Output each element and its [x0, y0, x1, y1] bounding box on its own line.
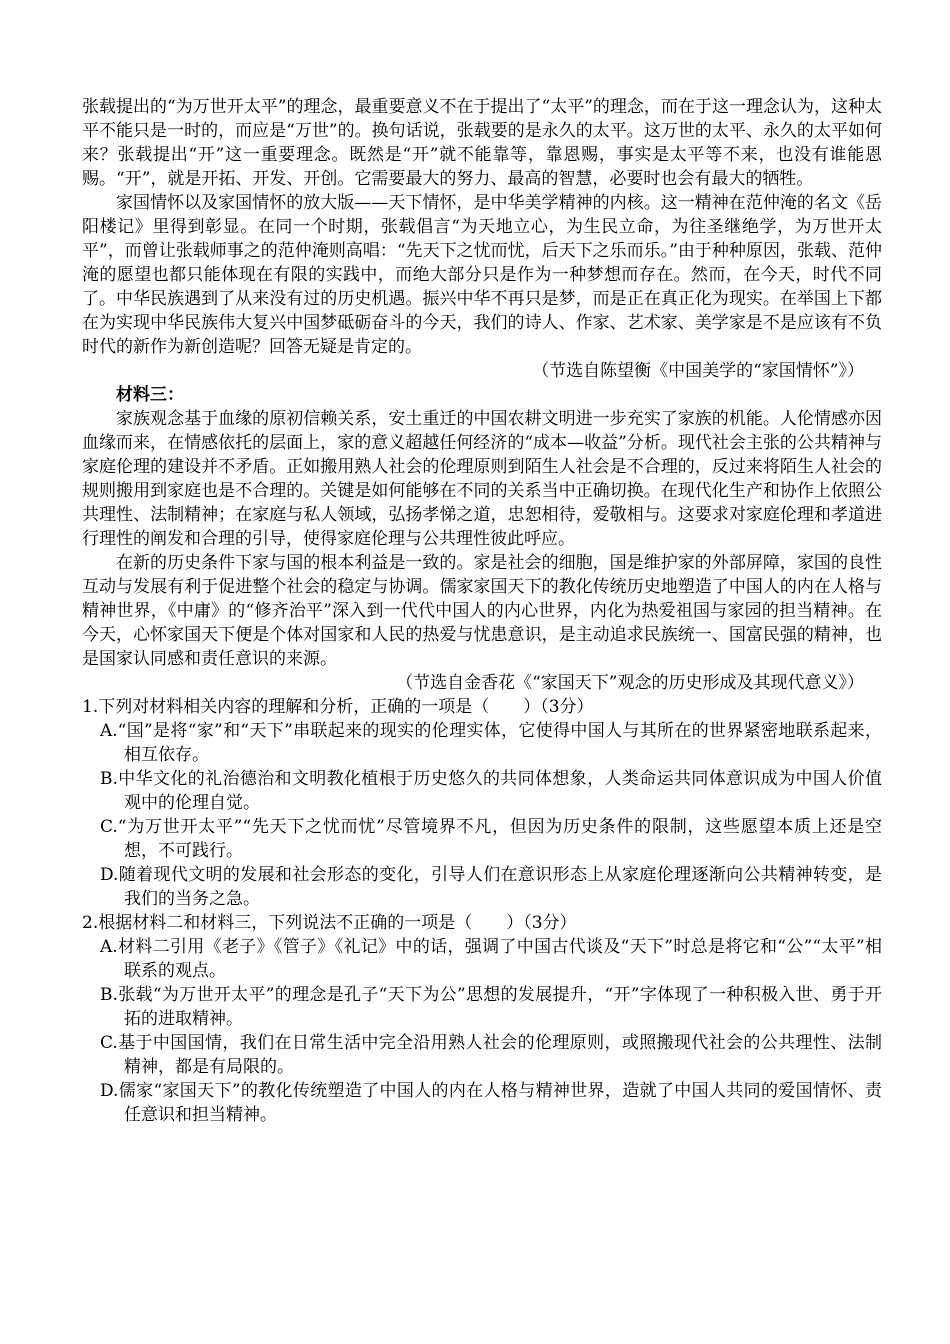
question-1-stem: 1.下列对材料相关内容的理解和分析，正确的一项是（ ）（3分）: [82, 697, 594, 717]
material3-paragraph-2: 在新的历史条件下家与国的根本利益是一致的。家是社会的细胞，国是维护家的外部屏障，家国的良性互动与发展有利于促进整个社会的稳定与协调。儒家家国天下的教化传统历史地塑造了中国人的内在人格与精神世界，《中庸》的“修齐治平”深入到一代代中国人的内心世界，内化为热爱祖国与家园的担当精神。在今天，心怀家国天下便是个体对国家和人民的热爱与忧患意识，是主动追求民族统一、国富民强的精神，也是国家认同感和责任意识的来源。: [82, 553, 882, 669]
question-2-option-d: D.儒家“家国天下”的教化传统塑造了中国人的内在人格与精神世界，造就了中国人共同的爱国情怀、责任意识和担当精神。: [100, 1081, 882, 1125]
question-1-option-a: A.“国”是将“家”和“天下”串联起来的现实的伦理实体，它使得中国人与其所在的世界紧密地联系起来，相互依存。: [100, 721, 882, 765]
material2-source: （节选自陈望衡《中国美学的“家国情怀”》）: [532, 361, 864, 381]
question-1: [82, 695, 882, 911]
exam-page: [82, 95, 882, 1127]
question-2-stem: 2.根据材料二和材料三，下列说法不正确的一项是（ ）（3分）: [82, 913, 577, 933]
question-1-option-d: D.随着现代文明的发展和社会形态的变化，引导人们在意识形态上从家庭伦理逐渐向公共精神转变，是我们的当务之急。: [100, 865, 882, 909]
question-1-option-b: B.中华文化的礼治德治和文明教化植根于历史悠久的共同体想象，人类命运共同体意识成为中国人价值观中的伦理自觉。: [100, 769, 882, 813]
material2-paragraph-1: 张载提出的“为万世开太平”的理念，最重要意义不在于提出了“太平”的理念，而在于这一理念认为，这种太平不能只是一时的，而应是“万世”的。换句话说，张载要的是永久的太平。这万世的太平、永久的太平如何来？张载提出“开”这一重要理念。既然是“开”就不能靠等，靠恩赐，事实是太平等不来，也没有谁能恩赐。“开”，就是开拓、开发、开创。它需要最大的努力、最高的智慧，必要时也会有最大的牺牲。: [82, 97, 882, 189]
question-2-option-b: B.张载“为万世开太平”的理念是孔子“天下为公”思想的发展提升，“开”字体现了一种积极入世、勇于开拓的进取精神。: [100, 985, 882, 1029]
question-1-option-c: C.“为万世开太平”“先天下之忧而忧”尽管境界不凡，但因为历史条件的限制，这些愿望本质上还是空想，不可践行。: [100, 817, 882, 861]
material2-paragraph-2: 家国情怀以及家国情怀的放大版——天下情怀，是中华美学精神的内核。这一精神在范仲淹的名文《岳阳楼记》里得到彰显。在同一个时期，张载倡言“为天地立心，为生民立命，为往圣继绝学，为万世开太平”，而曾让张载师事之的范仲淹则高唱：“先天下之忧而忧，后天下之乐而乐。”由于种种原因，张载、范仲淹的愿望也都只能体现在有限的实践中，而绝大部分只是作为一种梦想而存在。然而，在今天，时代不同了。中华民族遇到了从来没有过的历史机遇。振兴中华不再只是梦，而是正在真正化为现实。在举国上下都在为实现中华民族伟大复兴中国梦砥砺奋斗的今天，我们的诗人、作家、艺术家、美学家是不是应该有不负时代的新作为新创造呢？回答无疑是肯定的。: [82, 193, 882, 357]
material3-source: （节选自金香花《“家国天下”观念的历史形成及其现代意义》）: [396, 673, 864, 693]
question-2-option-a: A.材料二引用《老子》《管子》《礼记》中的话，强调了中国古代谈及“天下”时总是将它和“公”“太平”相联系的观点。: [100, 937, 882, 981]
material3-heading: 材料三：: [116, 385, 184, 405]
question-2: [82, 911, 882, 1127]
material3-paragraph-1: 家族观念基于血缘的原初信赖关系，安土重迁的中国农耕文明进一步充实了家族的机能。人伦情感亦因血缘而来，在情感依托的层面上，家的意义超越任何经济的“成本—收益”分析。现代社会主张的公共精神与家庭伦理的建设并不矛盾。正如搬用熟人社会的伦理原则到陌生人社会是不合理的，反过来将陌生人社会的规则搬用到家庭也是不合理的。关键是如何能够在不同的关系当中正确切换。在现代化生产和协作上依照公共理性、法制精神；在家庭与私人领域，弘扬孝悌之道，忠恕相待，爱敬相与。这要求对家庭伦理和孝道进行理性的阐发和合理的引导，使得家庭伦理与公共理性彼此呼应。: [82, 409, 882, 549]
question-2-option-c: C.基于中国国情，我们在日常生活中完全沿用熟人社会的伦理原则，或照搬现代社会的公共理性、法制精神，都是有局限的。: [100, 1033, 882, 1077]
